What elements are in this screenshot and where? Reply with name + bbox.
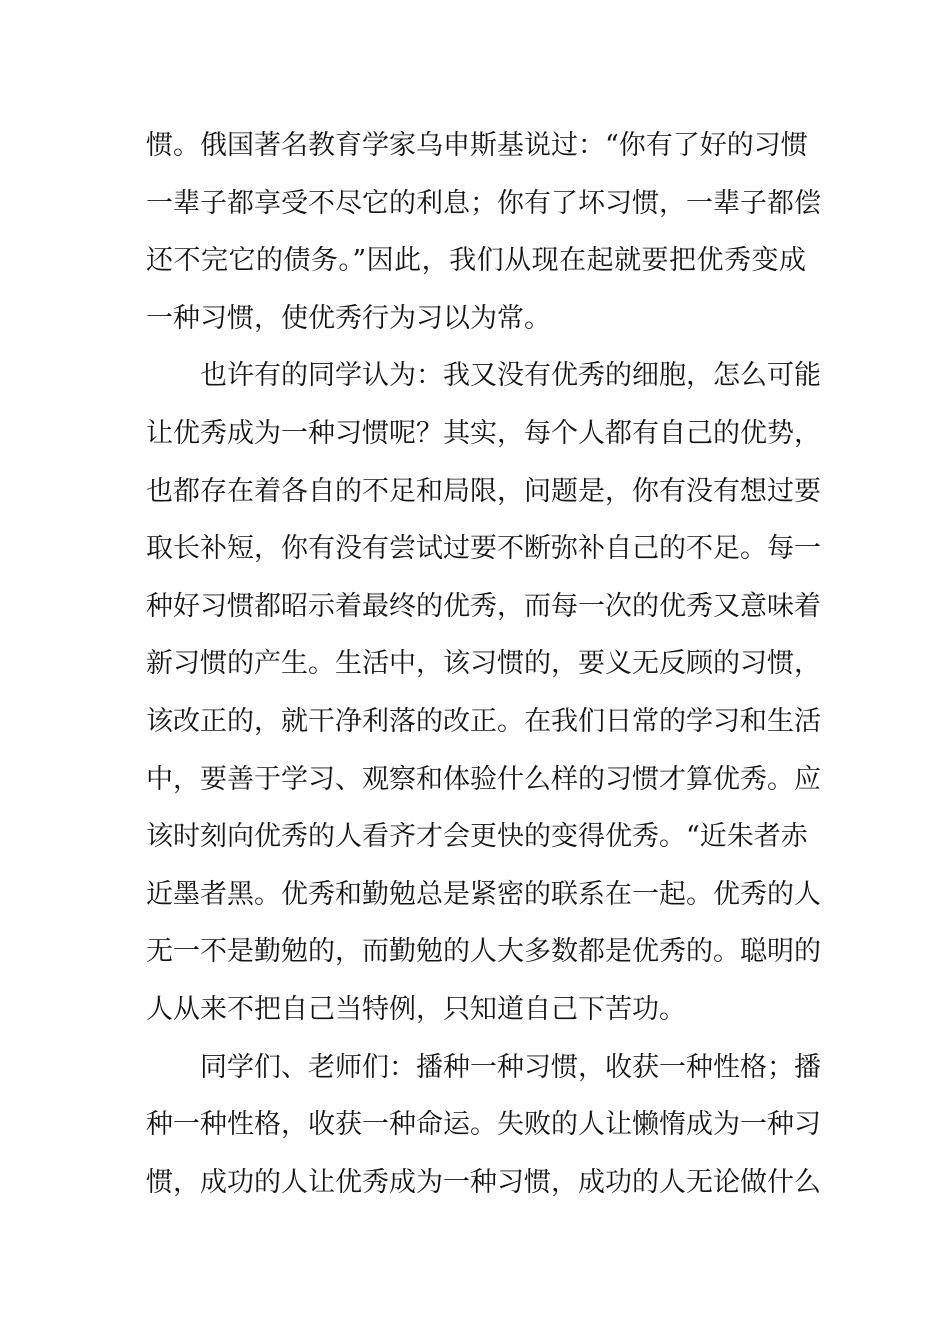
text-line: 一辈子都享受不尽它的利息；你有了坏习惯，一辈子都偿 [146, 187, 821, 219]
text-line: 一种习惯，使优秀行为习以为常。 [146, 302, 551, 334]
text-line: 也许有的同学认为：我又没有优秀的细胞，怎么可能 [200, 360, 821, 392]
text-line: 种好习惯都昭示着最终的优秀，而每一次的优秀又意味着 [146, 590, 821, 622]
text-line: 还不完它的债务。”因此，我们从现在起就要把优秀变成 [146, 245, 806, 277]
text-line: 近墨者黑。优秀和勤勉总是紧密的联系在一起。优秀的人 [146, 878, 821, 910]
text-line: 中，要善于学习、观察和体验什么样的习惯才算优秀。应 [146, 763, 821, 795]
text-line: 该改正的，就干净利落的改正。在我们日常的学习和生活 [146, 705, 821, 737]
text-line: 该时刻向优秀的人看齐才会更快的变得优秀。“近朱者赤 [146, 821, 808, 853]
text-line: 新习惯的产生。生活中，该习惯的，要义无反顾的习惯， [146, 648, 821, 680]
paragraph-1 [146, 117, 821, 347]
body-text [146, 117, 821, 1211]
paragraph-3 [146, 1039, 821, 1212]
text-line: 无一不是勤勉的，而勤勉的人大多数都是优秀的。聪明的 [146, 936, 821, 968]
paragraph-2 [146, 347, 821, 1038]
text-line: 种一种性格，收获一种命运。失败的人让懒惰成为一种习 [146, 1109, 821, 1141]
text-line: 惯，成功的人让优秀成为一种习惯，成功的人无论做什么 [146, 1166, 821, 1198]
text-line: 取长补短，你有没有尝试过要不断弥补自己的不足。每一 [146, 533, 821, 565]
text-line: 人从来不把自己当特例，只知道自己下苦功。 [146, 993, 686, 1025]
text-line: 也都存在着各自的不足和局限，问题是，你有没有想过要 [146, 475, 821, 507]
text-line: 让优秀成为一种习惯呢？其实，每个人都有自己的优势， [146, 417, 821, 449]
text-line: 同学们、老师们：播种一种习惯，收获一种性格；播 [200, 1051, 821, 1083]
text-line: 惯。俄国著名教育学家乌申斯基说过：“你有了好的习惯 [146, 130, 808, 161]
